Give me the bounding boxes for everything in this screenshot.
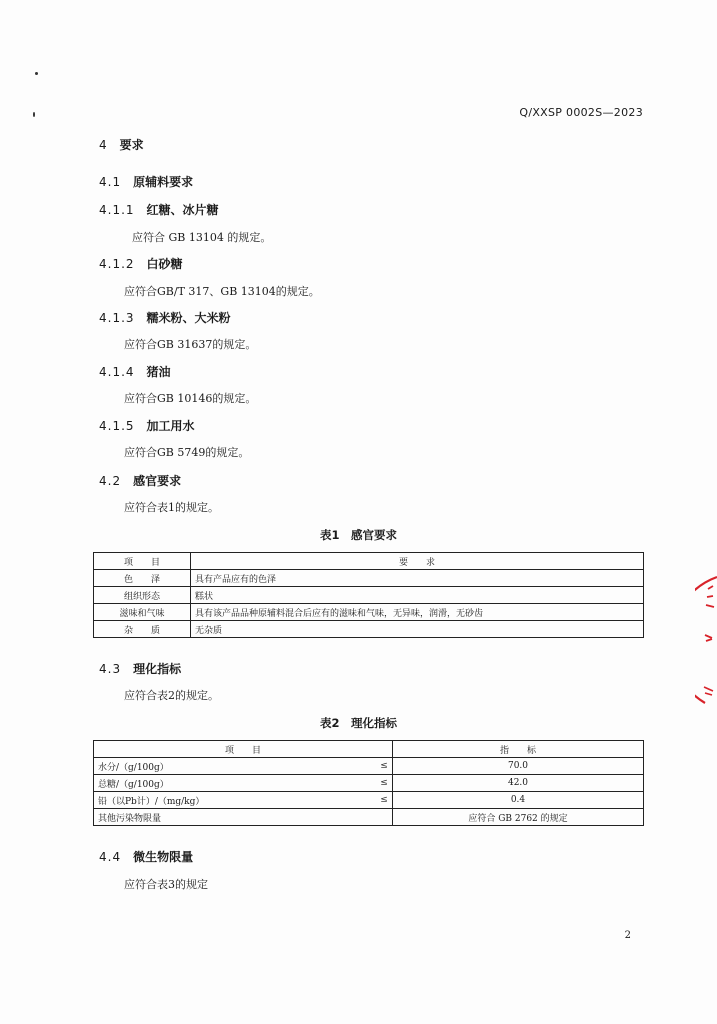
- document-code: Q/XXSP 0002S—2023: [519, 106, 643, 119]
- table-row: [94, 570, 644, 587]
- table-header-row: [94, 741, 644, 758]
- section-4-1-5-heading: [99, 417, 195, 434]
- section-title: 白砂糖: [146, 257, 183, 271]
- table-header-cell: 指 标: [393, 741, 644, 758]
- table-row: [94, 775, 644, 792]
- scan-speck: [35, 72, 38, 75]
- section-title: 感官要求: [133, 474, 182, 488]
- table-cell-item: 总糖/（g/100g）: [94, 775, 377, 792]
- table-cell-requirement: 具有该产品品种原辅料混合后应有的滋味和气味，无异味，润滑，无砂齿: [191, 604, 644, 621]
- section-4-1-3-heading: [99, 309, 231, 326]
- table-cell-relation: [376, 809, 393, 826]
- section-number: 4.1.2: [99, 257, 135, 271]
- table-header-row: [94, 553, 644, 570]
- table-cell-relation: ≤: [376, 775, 393, 792]
- section-4-1-4-body: 应符合GB 10146的规定。: [124, 392, 257, 405]
- sensory-requirements-table: [93, 552, 644, 638]
- seal-stamp: [695, 575, 717, 705]
- section-number: 4.4: [99, 850, 122, 864]
- section-4-heading: [99, 136, 144, 153]
- section-4-2-body: 应符合表1的规定。: [124, 501, 219, 514]
- seal-glyph: [705, 635, 712, 641]
- section-number: 4.1.4: [99, 365, 135, 379]
- section-title: 糯米粉、大米粉: [146, 311, 231, 325]
- table-cell-requirement: 无杂质: [191, 621, 644, 638]
- section-number: 4.2: [99, 474, 122, 488]
- seal-glyph: [704, 687, 713, 695]
- section-title: 理化指标: [133, 662, 182, 676]
- table-row: [94, 621, 644, 638]
- table-header-cell: 项 目: [94, 741, 393, 758]
- table-cell-value: 0.4: [393, 792, 644, 809]
- section-4-4-body: 应符合表3的规定: [124, 878, 208, 891]
- table-row: [94, 792, 644, 809]
- table-cell-relation: ≤: [376, 758, 393, 775]
- table-cell-relation: ≤: [376, 792, 393, 809]
- seal-ring: [695, 577, 717, 703]
- section-4-1-5-body: 应符合GB 5749的规定。: [124, 446, 250, 459]
- section-number: 4.1.5: [99, 419, 135, 433]
- section-4-1-3-body: 应符合GB 31637的规定。: [124, 338, 257, 351]
- table-cell-item: 其他污染物限量: [94, 809, 377, 826]
- section-title: 原辅料要求: [133, 175, 194, 189]
- table2-caption: 表2 理化指标: [319, 716, 397, 730]
- table-row: [94, 758, 644, 775]
- table-row: [94, 809, 644, 826]
- table-header-cell: 要 求: [191, 553, 644, 570]
- section-number: 4.1.1: [99, 203, 135, 217]
- table-cell-item: 滋味和气味: [94, 604, 191, 621]
- section-title: 要求: [119, 138, 144, 152]
- table-cell-item: 色 泽: [94, 570, 191, 587]
- section-number: 4.1: [99, 175, 122, 189]
- table-cell-item: 组织形态: [94, 587, 191, 604]
- section-4-1-2-heading: [99, 255, 183, 272]
- section-4-1-2-body: 应符合GB/T 317、GB 13104的规定。: [124, 285, 320, 298]
- table-cell-item: 水分/（g/100g）: [94, 758, 377, 775]
- physicochemical-table: [93, 740, 644, 826]
- table-row: [94, 587, 644, 604]
- section-number: 4.1.3: [99, 311, 135, 325]
- section-number: 4.3: [99, 662, 122, 676]
- table-row: [94, 604, 644, 621]
- table-cell-value: 42.0: [393, 775, 644, 792]
- section-4-1-heading: [99, 173, 193, 190]
- section-4-3-heading: [99, 660, 181, 677]
- page-number: 2: [624, 930, 631, 941]
- section-title: 红糖、冰片糖: [146, 203, 219, 217]
- table-cell-item: 铅（以Pb计）/（mg/kg）: [94, 792, 377, 809]
- section-number: 4: [99, 138, 108, 152]
- section-4-1-1-body: 应符合 GB 13104 的规定。: [132, 231, 272, 244]
- table-cell-value: 应符合 GB 2762 的规定: [393, 809, 644, 826]
- section-4-3-body: 应符合表2的规定。: [124, 689, 219, 702]
- table-cell-value: 70.0: [393, 758, 644, 775]
- section-title: 加工用水: [146, 419, 195, 433]
- table-header-cell: 项 目: [94, 553, 191, 570]
- table-cell-item: 杂 质: [94, 621, 191, 638]
- table-cell-requirement: 具有产品应有的色泽: [191, 570, 644, 587]
- section-4-1-4-heading: [99, 363, 171, 380]
- scan-speck: [33, 112, 35, 117]
- section-title: 微生物限量: [133, 850, 194, 864]
- section-4-2-heading: [99, 472, 181, 489]
- table-cell-requirement: 糕状: [191, 587, 644, 604]
- section-4-4-heading: [99, 848, 193, 865]
- table1-caption: 表1 感官要求: [319, 528, 397, 542]
- section-title: 猪油: [146, 365, 171, 379]
- section-4-1-1-heading: [99, 201, 219, 218]
- seal-glyph: [706, 586, 714, 607]
